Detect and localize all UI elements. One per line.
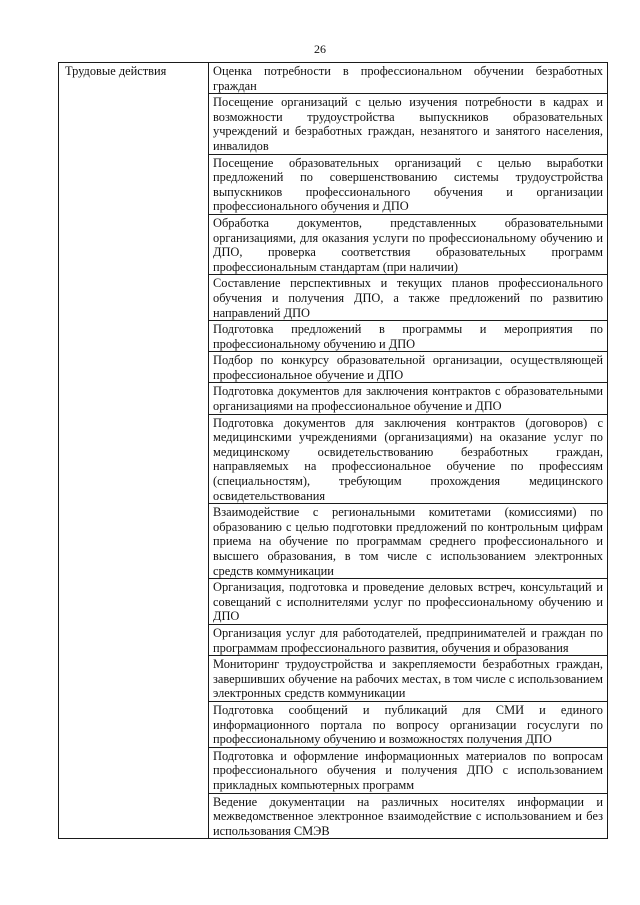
labor-action-item: Подготовка документов для заключения контрактов с образовательными организациями на профессиональное обучение и ДПО: [209, 383, 608, 414]
labor-action-item: Оценка потребности в профессиональном обучении безработных граждан: [209, 63, 608, 94]
table-row: [59, 63, 608, 94]
labor-action-item: Подбор по конкурсу образовательной организации, осуществляющей профессиональное обучение и ДПО: [209, 352, 608, 383]
labor-action-item: Обработка документов, представленных образовательными организациями, для оказания услуги по профессиональному обучению и ДПО, проверка соответствия образовательных программ профессиональным стандартам (при наличии): [209, 214, 608, 274]
labor-action-item: Подготовка и оформление информационных материалов по вопросам профессионального обучения и получения ДПО с использованием прикладных компьютерных программ: [209, 747, 608, 793]
page-number: 26: [314, 42, 326, 56]
labor-action-item: Составление перспективных и текущих планов профессионального обучения и получения ДПО, а также предложений по развитию направлений ДПО: [209, 275, 608, 321]
labor-action-item: Организация, подготовка и проведение деловых встреч, консультаций и совещаний с исполнителями услуг по профессиональному обучению и ДПО: [209, 579, 608, 625]
labor-action-item: Ведение документации на различных носителях информации и межведомственное электронное взаимодействие с использованием и без использования СМЭВ: [209, 793, 608, 839]
labor-action-item: Посещение организаций с целью изучения потребности в кадрах и возможности трудоустройства выпускников образовательных учреждений и безработных граждан, незанятого и занятого населения, инвалидов: [209, 94, 608, 154]
labor-action-item: Посещение образовательных организаций с целью выработки предложений по совершенствованию системы трудоустройства выпускников профессионального обучения и организации профессионального обучения и ДПО: [209, 154, 608, 214]
labor-action-item: Подготовка предложений в программы и мероприятия по профессиональному обучению и ДПО: [209, 321, 608, 352]
labor-action-item: Организация услуг для работодателей, предпринимателей и граждан по программам профессионального развития, обучения и образования: [209, 624, 608, 655]
labor-action-item: Подготовка документов для заключения контрактов (договоров) с медицинскими учреждениями (организациями) на оказание услуг по медицинскому освидетельствованию безработных граждан, направляемых на профессиональное обучение по профессиям (специальностям), требующим прохождения медицинского освидетельствования: [209, 414, 608, 504]
labor-action-item: Взаимодействие с региональными комитетами (комиссиями) по образованию с целью подготовки предложений по контрольным цифрам приема на обучение по программам среднего профессионального и высшего образования, в том числе с использованием электронных средств коммуникации: [209, 504, 608, 579]
labor-action-item: Подготовка сообщений и публикаций для СМИ и единого информационного портала по вопросу организации госуслуги по профессиональному обучению и возможностях получения ДПО: [209, 701, 608, 747]
row-label: Трудовые действия: [59, 63, 209, 839]
labor-action-item: Мониторинг трудоустройства и закрепляемости безработных граждан, завершивших обучение на рабочих местах, в том числе с использованием электронных средств коммуникации: [209, 656, 608, 702]
labor-actions-table: [58, 62, 608, 839]
